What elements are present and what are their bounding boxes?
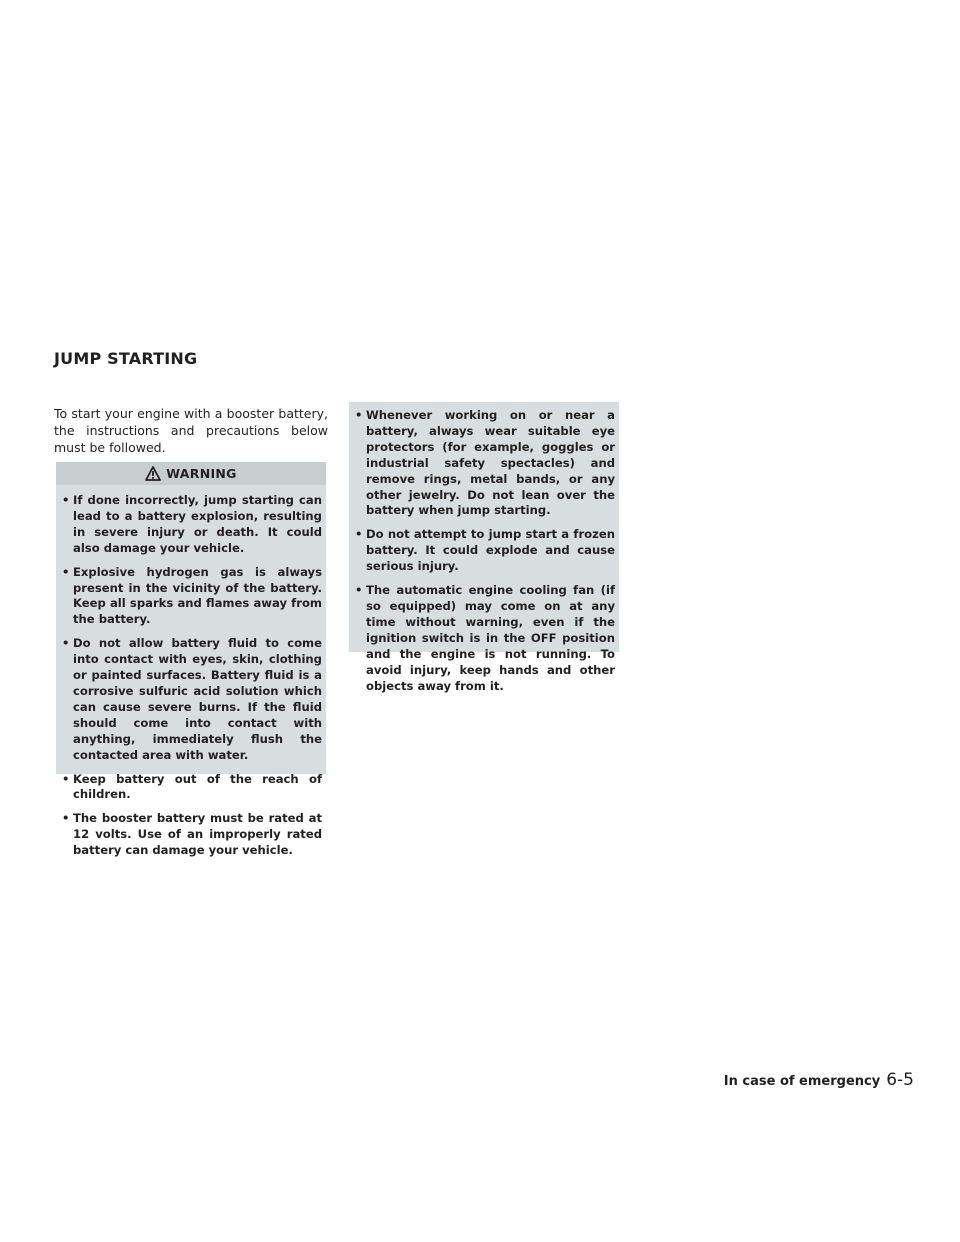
warning-item — [62, 811, 322, 859]
bullet-glyph: • — [62, 771, 70, 786]
warning-item — [62, 565, 322, 629]
bullet-glyph: • — [62, 493, 70, 507]
warning-item-text: Explosive hydrogen gas is always present in the vicinity of the battery. Keep all sparks and flames away from the battery. — [73, 564, 322, 627]
warning-box — [56, 462, 326, 858]
warning-item-text: Whenever working on or near a battery, always wear suitable eye protectors (for example, goggles or industrial safety spectacles) and remove rings, metal bands, or any other jewelry. Do not lean over the battery when jump starting. — [366, 408, 615, 518]
bullet-glyph: • — [62, 811, 70, 826]
warning-box-continued — [349, 402, 619, 693]
page-number: 6-5 — [886, 1070, 914, 1090]
warning-item-text: If done incorrectly, jump starting can lead to a battery explosion, resulting in severe injury or death. It could also damage your vehicle. — [73, 493, 322, 555]
warning-item-text: Do not attempt to jump start a frozen battery. It could explode and cause serious injury. — [366, 527, 615, 574]
warning-item — [62, 772, 322, 804]
warning-triangle-icon — [145, 466, 161, 481]
warning-list — [56, 485, 326, 859]
warning-item — [355, 527, 615, 575]
page-footer — [724, 1070, 914, 1090]
bullet-glyph: • — [355, 408, 363, 422]
warning-item — [355, 408, 615, 519]
warning-item — [62, 493, 322, 557]
warning-item-text: Do not allow battery fluid to come into contact with eyes, skin, clothing or painted surfaces. Battery fluid is a corrosive sulfuric acid solution which can cause severe burns. If the fluid should come into contact with anything, immediately flush the contacted area with water. — [73, 636, 322, 762]
bullet-glyph: • — [62, 564, 70, 579]
warning-item — [355, 583, 615, 694]
warning-item — [62, 636, 322, 763]
bullet-glyph: • — [62, 636, 70, 651]
warning-item-text: Keep battery out of the reach of children. — [73, 771, 322, 802]
footer-section-name: In case of emergency — [723, 1074, 881, 1089]
warning-list — [349, 402, 619, 694]
bullet-glyph: • — [355, 583, 363, 598]
warning-item-text: The booster battery must be rated at 12 volts. Use of an improperly rated battery can damage your vehicle. — [73, 811, 322, 858]
bullet-glyph: • — [355, 527, 363, 542]
warning-title: WARNING — [166, 466, 237, 481]
warning-item-text: The automatic engine cooling fan (if so equipped) may come on at any time without warning, even if the ignition switch is in the OFF position and the engine is not running. To avoid injury, keep hands and other objects away from it. — [366, 583, 615, 693]
section-title: JUMP STARTING — [54, 349, 198, 368]
warning-header — [56, 462, 326, 485]
intro-paragraph: To start your engine with a booster battery, the instructions and precautions below must be followed. — [54, 406, 328, 455]
